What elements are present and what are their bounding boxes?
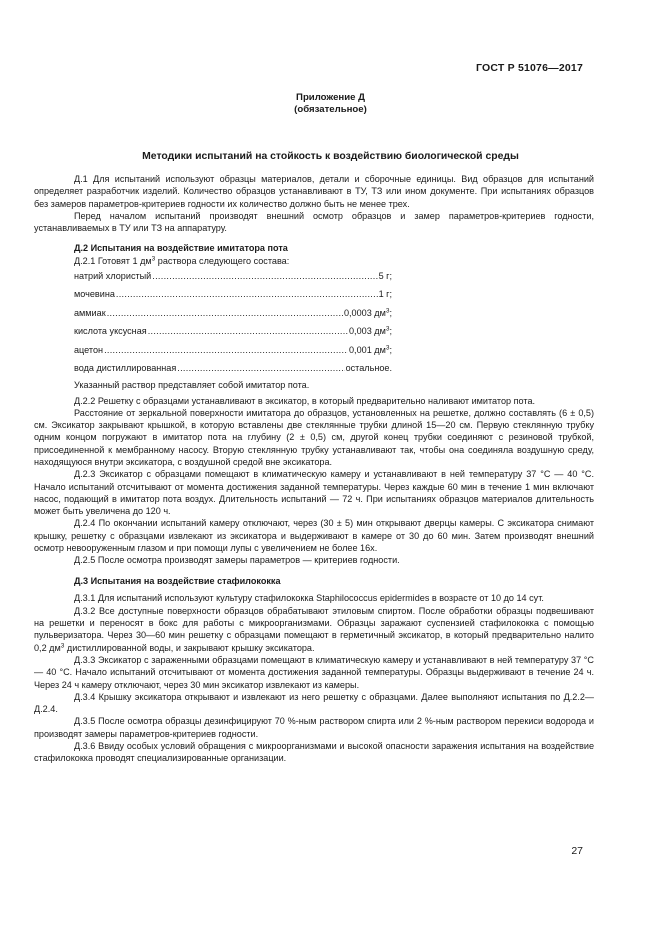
document-body [34,173,594,765]
recipe-item: мочевина ..... 1 г; [74,285,392,303]
paragraph-d1-inspection: Перед началом испытаний производят внешний осмотр образцов и замер параметров-критериев годности, устанавливаемых в ТУ или ТЗ на аппаратуру. [34,210,594,234]
recipe-item: натрий хлористый ..... 5 г; [74,267,392,285]
paragraph-d31: Д.3.1 Для испытаний используют культуру стафилококка Staphilococcus epidermides в возрасте от 10 до 14 сут. [74,593,544,604]
solution-composition-list [34,267,594,377]
paragraph-d35: Д.3.5 После осмотра образцы дезинфицируют 70 %-ным раствором спирта или 2 %-ным раствором перекиси водорода и производят замеры параметров-критериев годности. [34,716,594,739]
recipe-item: вода дистиллированная ..... остальное. [74,359,392,377]
paragraph-d23: Д.2.3 Эксикатор с образцами помещают в климатическую камеру и устанавливают в ней температуру 37 °С — 40 °С. Начало испытаний отсчитывают от момента достижения заданной температуры. Через каждые 60 мин в течение 1 мин включают насос, подающий в имитатор пота воздух. Длительность испытаний — 72 ч. При испытаниях образцов материалов длительность может быть увеличена до 120 ч. [34,469,594,517]
paragraph-d22-setup: Расстояние от зеркальной поверхности имитатора до образцов, установленных на решетке, должно составлять (6 ± 0,5) см. Эксикатор закрывают крышкой, в которую вставлены две стеклянные трубки длиной 15—20 см. Первую стеклянную трубку одним концом погружают в имитатор пота на глубину (2 ± 0,5) см, другой конец трубки соединяют с резиновой трубкой, присоединенной к мембранному насосу. Вторую стеклянную трубку устанавливают так, чтобы она соединяла воздушную среду, находящуюся внутри эксикатора, с воздушной средой вне эксикатора. [34,407,594,467]
appendix-status: (обязательное) [294,104,367,115]
standard-designation: ГОСТ Р 51076—2017 [475,62,583,74]
page-number: 27 [571,845,583,857]
paragraph-d34: Д.3.4 Крышку эксикатора открывают и извлекают из него решетку с образцами. Далее выполняют испытания по Д.2.2—Д.2.4. [34,691,594,715]
paragraph-d32: Д.3.2 Все доступные поверхности образцов обрабатывают этиловым спиртом. После обработки образцы подвешивают на решетки и переносят в бокс для работы с микроорганизмами. Образцы заражают суспензией стафилококка с помощью пульверизатора. Через 30—60 мин решетку с образцами помещают в герметичный эксикатор, в который предварительно налито 0,2 $дм^3$ дистиллированной воды, и закрывают крышку эксикатора. [34,605,594,653]
appendix-label: Приложение Д [296,92,365,103]
recipe-note: Указанный раствор представляет собой имитатор пота. [74,379,310,390]
paragraph-d36: Д.3.6 Ввиду особых условий обращения с микроорганизмами и высокой опасности заражения испытания на воздействие стафилококка проводят специализированные организации. [34,741,594,764]
paragraph-d25: Д.2.5 После осмотра производят замеры параметров — критериев годности. [74,555,400,566]
paragraph-d24: Д.2.4 По окончании испытаний камеру отключают, через (30 ± 5) мин открывают дверцы камеры. С эксикатора снимают крышку, решетку с образцами извлекают из эксикатора и выдерживают в камере от 30 до 60 мин. Затем производят внешний осмотр невооруженным глазом и при помощи лупы с увеличением не более 16х. [34,518,594,554]
section-heading-d2: Д.2 Испытания на воздействие имитатора пота [74,243,288,254]
paragraph-d33: Д.3.3 Эксикатор с зараженными образцами помещают в климатическую камеру и устанавливают в ней температуру 37 °С — 40 °С. Начало испытаний отсчитывают от момента достижения заданной температуры. Образцы выдерживают в течение 24 ч. Через 24 ч камеру отключают, через 30 мин эксикатор извлекают из камеры. [34,654,594,690]
paragraph-d21: Д.2.1 Готовят 1 $дм^3$ раствора следующего состава: [74,255,290,266]
recipe-item: аммиак ..... 0,0003 $дм^3$; [74,304,392,322]
recipe-item: ацетон ..... 0,001 $дм^3$; [74,341,392,359]
recipe-item: кислота уксусная ..... 0,003 $дм^3$; [74,322,392,340]
paragraph-d22: Д.2.2 Решетку с образцами устанавливают в эксикатор, в который предварительно наливают имитатор пота. [74,395,536,406]
paragraph-d1: Д.1 Для испытаний используют образцы материалов, детали и сборочные единицы. Вид образцов для испытаний определяет разработчик изделий. Количество образцов устанавливают в ТУ, ТЗ или ином документе. При испытаниях образцов без замеров параметров-критериев годности их количество должно быть не менее трех. [34,174,594,209]
appendix-title: Методики испытаний на стойкость к воздействию биологической среды [142,151,519,162]
section-heading-d3: Д.3 Испытания на воздействие стафилококка [74,575,281,586]
